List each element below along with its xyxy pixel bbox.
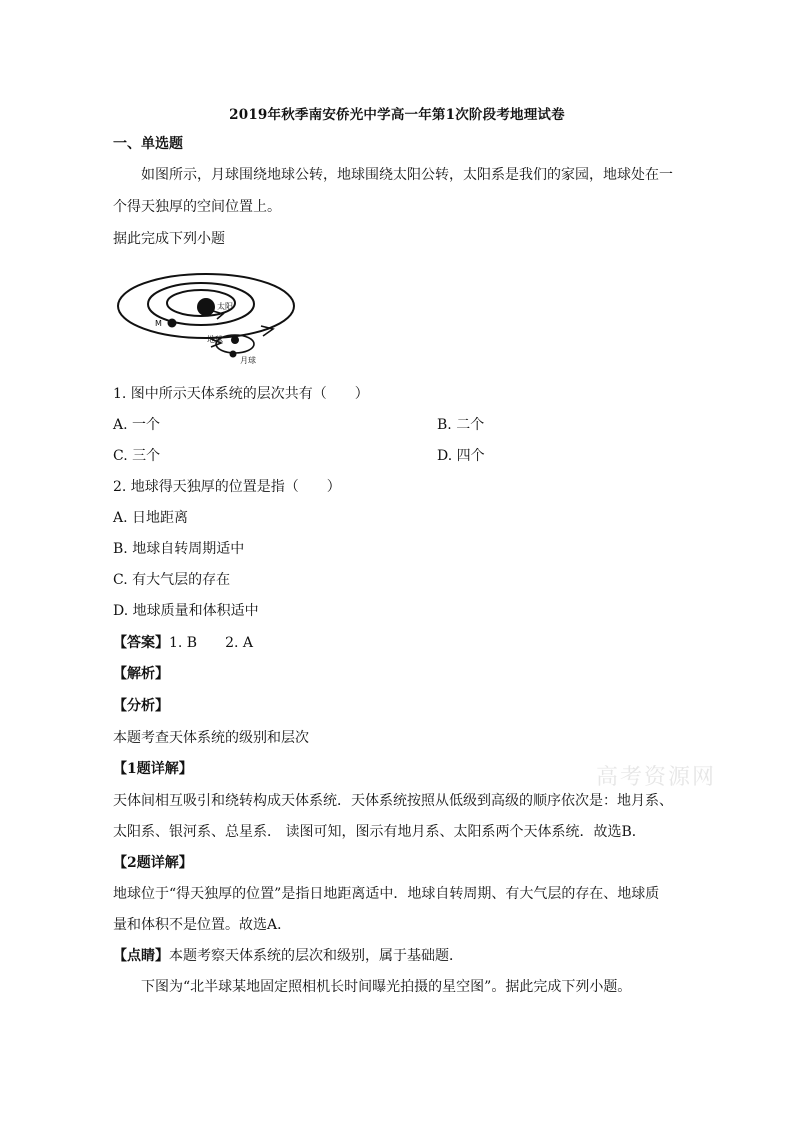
detail-1-line-2: 太阳系、银河系、总星系． 读图可知，图示有地月系、太阳系两个天体系统．故选B． <box>113 824 646 840</box>
fenxi-text: 本题考查天体系统的级别和层次 <box>113 730 309 746</box>
section-heading: 一、单选题 <box>113 136 183 152</box>
answer-row <box>113 634 253 652</box>
earth-label: 地球 <box>207 335 223 344</box>
moon-icon <box>230 351 237 358</box>
answer-text: 1. B 2. A <box>169 635 254 651</box>
next-question-intro: 下图为“北半球某地固定照相机长时间曝光拍摄的星空图”。据此完成下列小题。 <box>141 979 632 995</box>
question-1-stem: 1. 图中所示天体系统的层次共有（ ） <box>113 386 369 402</box>
dianjing-row <box>113 947 463 965</box>
watermark: 高考资源网 <box>596 765 717 790</box>
earth-icon <box>231 336 239 344</box>
question-1-option-b: B. 二个 <box>437 417 485 433</box>
question-2-option-a: A. 日地距离 <box>113 510 189 526</box>
solar-system-diagram <box>113 262 303 368</box>
page-title: 2019年秋季南安侨光中学高一年第1次阶段考地理试卷 <box>229 107 565 123</box>
m-body-icon <box>168 319 177 328</box>
detail-1-heading: 【1题详解】 <box>113 761 193 777</box>
sun-label: 太阳 <box>217 302 233 311</box>
m-label: M <box>155 319 162 328</box>
detail-2-line-2: 量和体积不是位置。故选A． <box>113 917 292 933</box>
analysis-heading: 【解析】 <box>113 666 169 682</box>
dianjing-text: 本题考察天体系统的层次和级别，属于基础题． <box>169 948 463 964</box>
detail-2-heading: 【2题详解】 <box>113 855 193 871</box>
detail-1-line-1: 天体间相互吸引和绕转构成天体系统．天体系统按照从低级到高级的顺序依次是：地月系、 <box>113 793 673 809</box>
answer-label: 【答案】 <box>113 635 169 651</box>
question-2-option-d: D. 地球质量和体积适中 <box>113 603 259 619</box>
dianjing-label: 【点睛】 <box>113 948 169 964</box>
question-1-option-c: C. 三个 <box>113 448 161 464</box>
fenxi-heading: 【分析】 <box>113 698 169 714</box>
sun-icon <box>197 298 215 316</box>
instruction-text: 据此完成下列小题 <box>113 231 225 247</box>
detail-2-line-1: 地球位于“得天独厚的位置”是指日地距离适中．地球自转周期、有大气层的存在、地球质 <box>113 886 660 902</box>
intro-paragraph-line-2: 个得天独厚的空间位置上。 <box>113 199 281 215</box>
question-2-option-c: C. 有大气层的存在 <box>113 572 231 588</box>
question-2-stem: 2. 地球得天独厚的位置是指（ ） <box>113 479 341 495</box>
question-1-option-a: A. 一个 <box>113 417 161 433</box>
moon-label: 月球 <box>240 356 256 365</box>
intro-paragraph-line-1: 如图所示，月球围绕地球公转，地球围绕太阳公转，太阳系是我们的家园，地球处在一 <box>141 167 673 183</box>
question-2-option-b: B. 地球自转周期适中 <box>113 541 245 557</box>
question-1-option-d: D. 四个 <box>437 448 485 464</box>
